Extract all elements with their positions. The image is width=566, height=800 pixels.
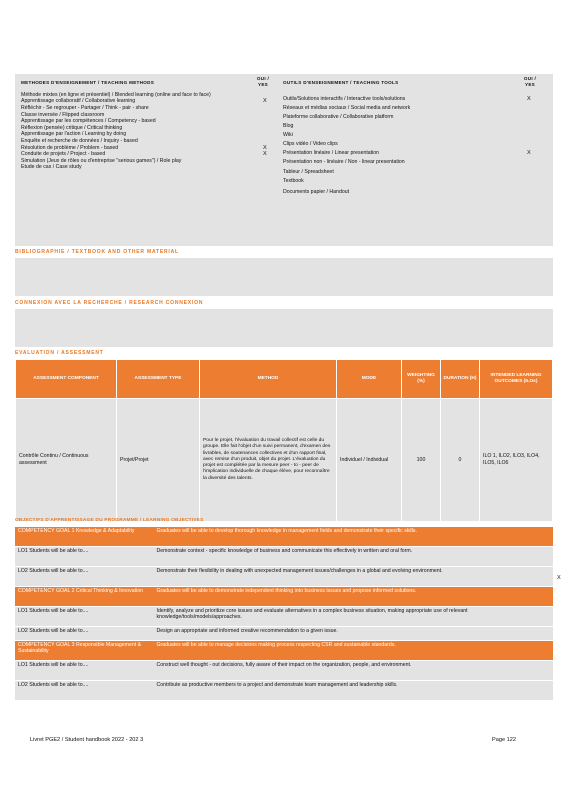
tool-label: Documents papier / Handout xyxy=(283,189,350,196)
cell-method: Pour le projet, l'évaluation du travail collectif est celle du groupe. Elle fait l'objet d'un suivi permanent, d'examen des livrables, de soutenances collectives et d'un rapport final, avec remise d'un produit, objet du projet. L'évaluation du projet est complétée par la mesure peer - to - peer de l'implication individuelle de chaque élève, pour reconnaître la diversité des talents. xyxy=(200,399,337,522)
learning-outcome-description: Identify, analyze and prioritize core issues and evaluate alternatives in a complex business situation, making appropriate use of relevant knowledge/tools/models/approaches. xyxy=(154,607,554,627)
learning-outcome-label: LO2 Students will be able to.... xyxy=(15,681,154,701)
tool-label: Blog xyxy=(283,123,294,130)
tool-label: Tableur / Spreadsheet xyxy=(283,168,334,175)
method-row xyxy=(21,144,267,152)
learning-outcome-label: LO2 Students will be able to.... xyxy=(15,627,154,641)
tool-label: Présentation non - linéaire / Non - linear presentation xyxy=(283,159,405,166)
research-box xyxy=(15,309,553,347)
tool-row xyxy=(283,141,523,148)
method-label: Apprentissage par l'action / Learning by doing xyxy=(21,131,127,138)
method-label: Méthode mixtes (en ligne et présentiel) / Blended learning (online and face to face) xyxy=(21,91,211,98)
header-mode: MODE xyxy=(337,360,402,399)
methods-header: METHODES D'ENSEIGNEMENT / TEACHING METHODS xyxy=(21,80,155,85)
tool-label: Wiki xyxy=(283,132,293,139)
bibliography-box xyxy=(15,258,553,296)
header-weighting: WEIGHTING (%) xyxy=(402,360,441,399)
methods-list xyxy=(21,91,267,171)
evaluation-title: EVALUATION / ASSESSMENT xyxy=(15,350,104,356)
method-label: Etude de cas / Case study xyxy=(21,164,82,171)
research-title: CONNEXION AVEC LA RECHERCHE / RESEARCH CONNEXION xyxy=(15,300,204,306)
tools-header: OUTILS D'ENSEIGNEMENT / TEACHING TOOLS xyxy=(283,80,399,85)
tool-row xyxy=(283,159,523,166)
method-label: Simulation (Jeux de rôles ou d'entreprise "serious games") / Role play xyxy=(21,157,182,164)
cell-duration: 0 xyxy=(441,399,480,522)
method-label: Conduite de projets / Project - based xyxy=(21,151,106,158)
header-type: ASSESSMENT TYPE xyxy=(117,360,200,399)
assessment-header-row xyxy=(16,360,553,399)
method-row xyxy=(21,138,261,145)
learning-outcome-label: LO2 Students will be able to.... xyxy=(15,567,154,587)
assessment-row xyxy=(16,399,553,522)
tool-row xyxy=(283,105,523,112)
learning-outcome-row xyxy=(15,627,553,641)
tools-list xyxy=(283,95,531,196)
footer-left: Livret PGE2 / Student handbook 2022 - 202 3 xyxy=(30,737,144,743)
objectives-side-mark: X xyxy=(557,575,561,581)
tool-label: Clips vidéo / Video clips xyxy=(283,141,338,148)
tool-row xyxy=(283,123,523,130)
method-label: Réfléchir - Se regrouper - Partager / Think - pair - share xyxy=(21,104,149,111)
method-check-mark: X xyxy=(263,151,267,158)
learning-outcome-description: Demonstrate their flexibility in dealing with unexpected management issues/challenges in a global and evolving environment. xyxy=(154,567,554,587)
learning-outcome-label: LO1 Students will be able to.... xyxy=(15,661,154,681)
cell-weighting: 100 xyxy=(402,399,441,522)
method-label: Apprentissage collaboratif / Collaborative learning xyxy=(21,98,136,105)
learning-outcome-row xyxy=(15,567,553,587)
method-label: Résolution de problème / Problem - based xyxy=(21,144,119,151)
competency-goal-row xyxy=(15,527,553,547)
learning-outcome-description: Contribute as productive members to a project and demonstrate team management and leadership skills. xyxy=(154,681,554,701)
header-component: ASSESSMENT COMPONENT xyxy=(16,360,117,399)
objectives-table xyxy=(15,527,553,701)
method-row xyxy=(21,118,261,125)
tool-label: Présentation linéaire / Linear presentation xyxy=(283,150,380,157)
method-label: Apprentissage par les compétences / Competency - based xyxy=(21,118,156,125)
learning-outcome-row xyxy=(15,547,553,567)
method-check-mark: X xyxy=(263,144,267,151)
tool-row xyxy=(283,189,523,196)
competency-goal-label: COMPETENCY GOAL 3 Responsible Management & Sustainability xyxy=(15,641,154,661)
tool-row xyxy=(283,132,523,139)
learning-outcome-label: LO1 Students will be able to.... xyxy=(15,607,154,627)
method-row xyxy=(21,151,267,158)
cell-type: Projet/Projet xyxy=(117,399,200,522)
bibliography-title: BIBLIOGRAPHIE / TEXTBOOK AND OTHER MATERIAL xyxy=(15,249,179,255)
learning-outcome-row xyxy=(15,661,553,681)
header-outcomes: INTENDED LEARNING OUTCOMES (ILOs) xyxy=(480,360,553,399)
tool-label: Réseaux et médias sociaux / Social media and network xyxy=(283,104,411,111)
tool-row xyxy=(283,178,523,185)
method-row xyxy=(21,98,267,105)
learning-outcome-label: LO1 Students will be able to.... xyxy=(15,547,154,567)
header-duration: DURATION (H) xyxy=(441,360,480,399)
tool-label: Plateforme collaborative / Collaborative platform xyxy=(283,113,394,120)
tool-check-mark: X xyxy=(527,150,531,157)
learning-outcome-description: Demonstrate context - specific knowledge of business and communicate this effectively in written and oral form. xyxy=(154,547,554,567)
cell-mode: Individuel / Individual xyxy=(337,399,402,522)
objectives-title: OBJECTIFS D'APPRENTISSAGE DU PROGRAMME / LEARNING OBJECTIVES xyxy=(15,518,204,523)
tool-row xyxy=(283,95,531,103)
method-row xyxy=(21,112,261,119)
assessment-table xyxy=(15,359,553,522)
method-row xyxy=(21,164,261,171)
learning-outcome-description: Construct well thought - out decisions, fully aware of their impact on the organization, people, and environment. xyxy=(154,661,554,681)
tool-row xyxy=(283,169,523,176)
method-row xyxy=(21,92,261,99)
tool-check-mark: X xyxy=(527,95,531,102)
tool-row xyxy=(283,150,531,157)
cell-component: Contrôle Continu / Continuous assessment xyxy=(16,399,117,522)
method-row xyxy=(21,131,261,138)
learning-outcome-description: Design an appropriate and informed creative recommendation to a given issue. xyxy=(154,627,554,641)
method-row xyxy=(21,105,261,112)
competency-goal-description: Graduates will be able to demonstrate independent thinking into business issues and propose informed solutions. xyxy=(154,587,554,607)
method-label: Enquête et recherche de données / Inquiry - based xyxy=(21,137,138,144)
footer-page: Page 122 xyxy=(492,737,516,743)
tool-label: Textbook xyxy=(283,177,304,184)
competency-goal-description: Graduates will be able to develop thorough knowledge in management fields and demonstrate their specific skills. xyxy=(154,527,554,547)
tools-yes-header: OUI / YES xyxy=(523,76,537,87)
competency-goal-label: COMPETENCY GOAL 1 Knowledge & Adaptability xyxy=(15,527,154,547)
cell-outcomes: ILO 1, ILO2, ILO3, ILO4, ILO5, ILO6 xyxy=(480,399,553,522)
competency-goal-row xyxy=(15,587,553,607)
methods-yes-header: OUI / YES xyxy=(256,76,270,87)
teaching-methods-tools-table xyxy=(15,74,553,246)
method-check-mark: X xyxy=(263,98,267,105)
competency-goal-row xyxy=(15,641,553,661)
method-row xyxy=(21,125,261,132)
tool-label: Outils/Solutions interactifs / Interactive tools/solutions xyxy=(283,95,406,102)
competency-goal-label: COMPETENCY GOAL 2 Critical Thinking & Innovation xyxy=(15,587,154,607)
tools-column xyxy=(283,80,531,196)
header-method: METHOD xyxy=(200,360,337,399)
method-label: Classe inversée / Flipped classroom xyxy=(21,111,105,118)
method-row xyxy=(21,158,261,165)
method-label: Réflexion (pensée) critique / Critical thinking xyxy=(21,124,123,131)
learning-outcome-row xyxy=(15,607,553,627)
competency-goal-description: Graduates will be able to manage decisions making process respecting CSR and sustainable standards. xyxy=(154,641,554,661)
learning-outcome-row xyxy=(15,681,553,701)
tool-row xyxy=(283,114,523,121)
